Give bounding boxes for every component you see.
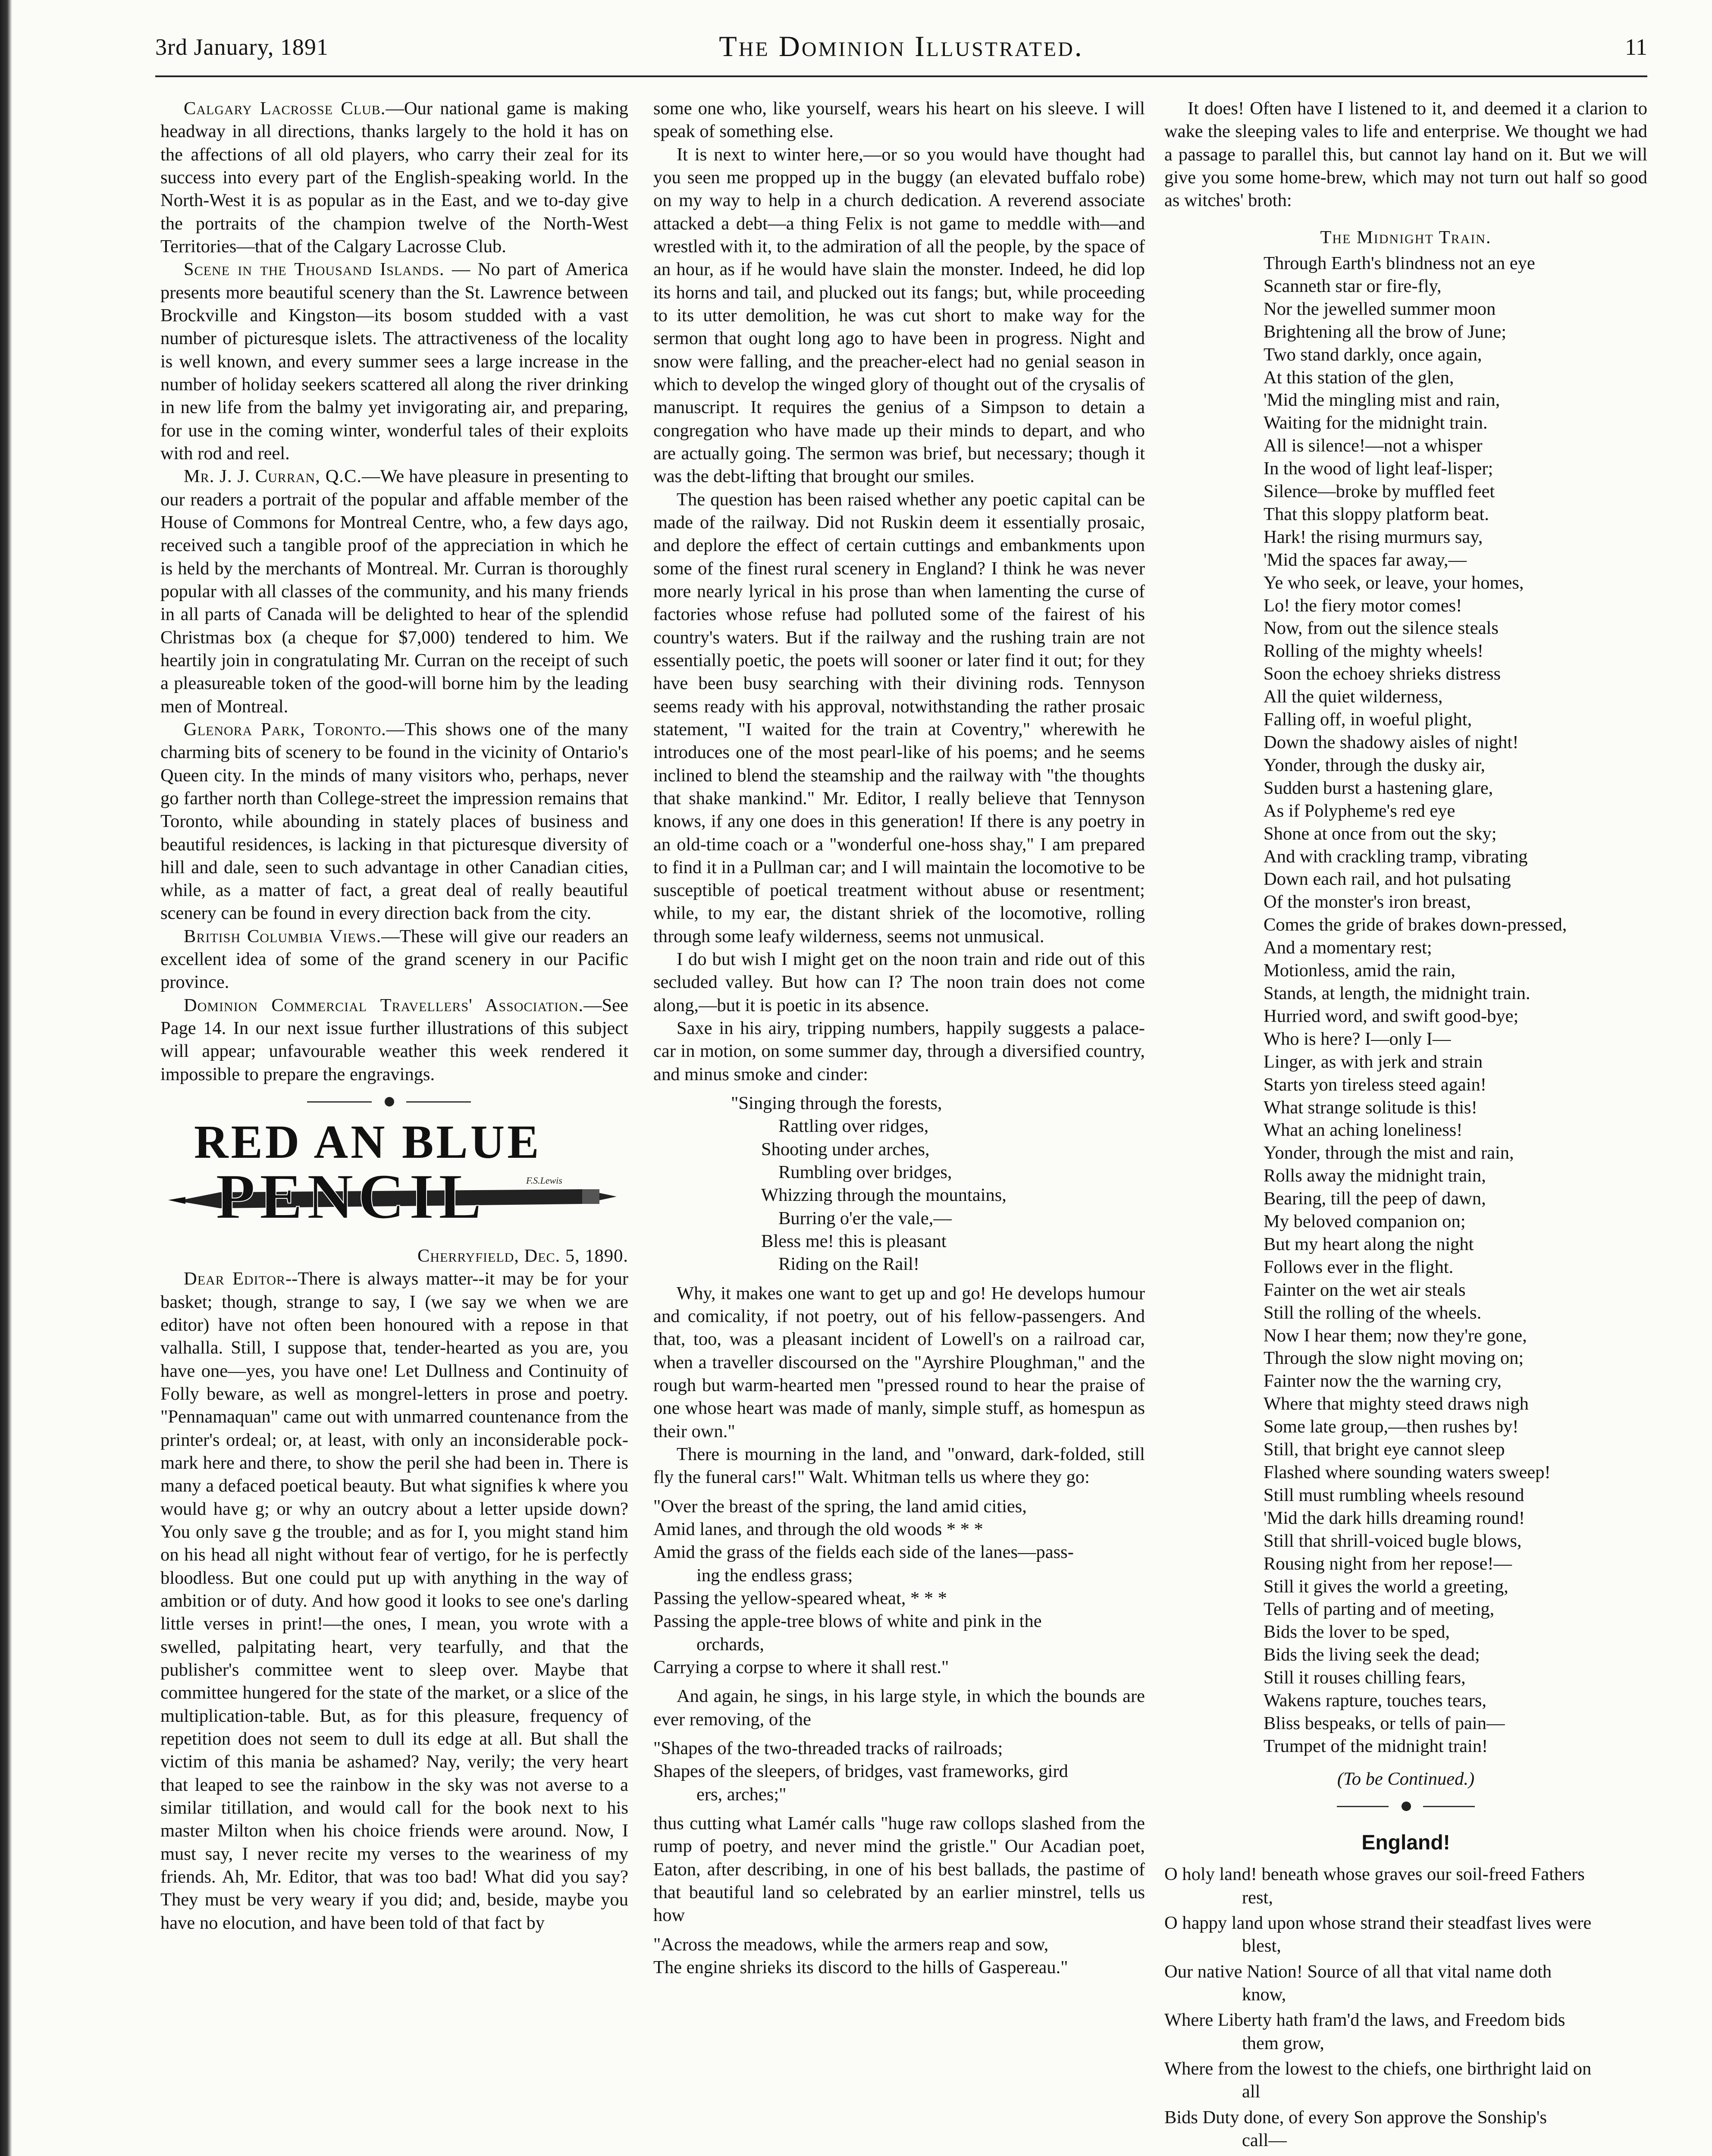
- verse-line: "Across the meadows, while the armers reap and sow,: [653, 1934, 1049, 1955]
- verse-line: Rousing night from her repose!—: [1264, 1553, 1512, 1574]
- item-body: — No part of America presents more beautiful scenery than the St. Lawrence between Brockville and Kingston—its bosom studded with a vast number of picturesque islets. The attractiveness of the locality is well known, and every summer sees a large increase in the number of holiday seekers scattered all along the river drinking in new life from the balmy yet invigorating air, and preparing, for use in the coming winter, wonderful tales of their exploits with rod and reel.: [160, 259, 628, 464]
- verse-stanza-line: [1164, 1960, 1647, 2006]
- verse-line: Bliss bespeaks, or tells of pain—: [1264, 1713, 1505, 1733]
- verse-line: Hurried word, and swift good-bye;: [1264, 1006, 1519, 1026]
- verse-line: What strange solitude is this!: [1264, 1097, 1477, 1118]
- verse-line: Through the slow night moving on;: [1264, 1348, 1524, 1369]
- verse-line: Where from the lowest to the chiefs, one birthright laid on: [1164, 2058, 1592, 2079]
- verse-line: Now I hear them; now they're gone,: [1264, 1325, 1527, 1346]
- verse-line: Still, that bright eye cannot sleep: [1264, 1439, 1505, 1460]
- binding-edge: [0, 0, 12, 2156]
- verse-stanza-line: [1164, 1912, 1647, 1958]
- item-calgary: [160, 97, 628, 258]
- verse-line: Comes the gride of brakes down-pressed,: [1264, 915, 1567, 935]
- verse-line: "Singing through the forests,: [731, 1093, 942, 1114]
- verse-line: Flashed where sounding waters sweep!: [1264, 1462, 1551, 1482]
- header-rule: [155, 75, 1647, 77]
- letter-body: --There is always matter--it may be for your basket; though, strange to say, I (we say we when we are editor) have not often been honoured with a repose in that valhalla. Still, I suppose that, tender-hearted as you are, you have one—yes, you have one! Let Dullness and Continuity of Folly beware, as well as mongrel-letters in prose and poetry. "Pennamaquan" came out with unmarred countenance from the printer's ordeal; or, at least, with only an inconsiderable pock-mark here and there, to show the peril she had been in. There is many a defaced poetical beauty. But what signifies k where you would have g; or why an outcry about a letter upside down? You only save g the trouble; and as for I, you might stand him on his head all night without fear of vertigo, for he is perfectly bloodless. But one could put up with anything in the way of ambition or of duty. And how good it looks to see one's darling little verses in print!—the ones, I mean, you wrote with a swelled, palpitating heart, very tearfully, and that the publisher's committee went to sleep over. Maybe that committee hungered for the state of the market, or a slice of the multiplication-table. But, as for this pleasure, frequency of repetition does not seem to dull its edge at all. But shall the victim of this mania be ashamed? Nay, verily; the very heart that leaped to see the rainbow in the sky was not averse to a similar titillation, and would call for the book next to his master Milton when his choice friends were around. Now, I must say, I never recite my verses to the weariness of my friends. Ah, Mr. Editor, that was too bad! What did you say? They must be very weary if you did; and, beside, maybe you have no elocution, and have been told of that fact by: [160, 1269, 628, 1933]
- verse-line: Our native Nation! Source of all that vital name doth: [1164, 1961, 1552, 1982]
- verse-line: "Over the breast of the spring, the land amid cities,: [653, 1496, 1027, 1517]
- verse-line: Where Liberty hath fram'd the laws, and Freedom bids: [1164, 2010, 1565, 2031]
- verse-line-continuation: them grow,: [1242, 2033, 1324, 2053]
- verse-line: Two stand darkly, once again,: [1264, 344, 1482, 365]
- letter-paragraph: some one who, like yourself, wears his heart on his sleeve. I will speak of something else.: [653, 98, 1145, 142]
- verse-line-continuation: rest,: [1242, 1887, 1273, 1908]
- item-lead: Dominion Commercial Travellers' Association.: [184, 995, 584, 1015]
- verse-line: The engine shrieks its discord to the hills of Gaspereau.": [653, 1957, 1068, 1977]
- verse-line-continuation: ers, arches;": [696, 1784, 787, 1805]
- verse-line: And a momentary rest;: [1264, 937, 1432, 958]
- verse-line: Stands, at length, the midnight train.: [1264, 983, 1530, 1003]
- verse-line: 'Mid the spaces far away,—: [1264, 549, 1467, 570]
- verse-line: Ye who seek, or leave, your homes,: [1264, 572, 1524, 593]
- verse-line: Waiting for the midnight train.: [1264, 413, 1488, 433]
- engraver-mark: F.S.Lewis: [526, 1175, 562, 1186]
- verse-line: Wakens rapture, touches tears,: [1264, 1690, 1486, 1711]
- verse-line: Bless me! this is pleasant: [761, 1231, 947, 1252]
- letter-dateline: Cherryfield, Dec. 5, 1890.: [417, 1246, 628, 1266]
- page-header: [155, 29, 1647, 68]
- verse-line: Shooting under arches,: [761, 1139, 930, 1159]
- verse-line: Now, from out the silence steals: [1264, 618, 1499, 639]
- column-2: [653, 97, 1145, 1985]
- verse-line: Some late group,—then rushes by!: [1264, 1416, 1519, 1437]
- verse-line: Who is here? I—only I—: [1264, 1028, 1451, 1049]
- verse-line: Burring o'er the vale,—: [778, 1208, 952, 1228]
- verse-line: Bids the living seek the dead;: [1264, 1645, 1480, 1665]
- verse-line: Fainter on the wet air steals: [1264, 1279, 1466, 1300]
- verse-line: Rolls away the midnight train,: [1264, 1166, 1486, 1186]
- verse-line: That this sloppy platform beat.: [1264, 504, 1489, 524]
- saxe-verse: [653, 1092, 1145, 1276]
- verse-line: Rumbling over bridges,: [778, 1162, 952, 1183]
- section-divider: [1164, 1800, 1647, 1813]
- verse-line: Bearing, till the peep of dawn,: [1264, 1188, 1486, 1209]
- letter-paragraph: Saxe in his airy, tripping numbers, happily suggests a palace-car in motion, on some summer day, through a diversified country, and minus smoke and cinder:: [653, 1018, 1145, 1084]
- verse-line: My beloved companion on;: [1264, 1211, 1466, 1232]
- letter-paragraph: It does! Often have I listened to it, and deemed it a clarion to wake the sleeping vales to life and enterprise. We thought we had a passage to parallel this, but cannot lay hand on it. But we will give you some home-brew, which may not turn out half so good as witches' broth:: [1164, 98, 1647, 211]
- verse-line: Riding on the Rail!: [778, 1254, 919, 1275]
- letter-paragraph: [160, 1267, 628, 1934]
- verse-line: Down each rail, and hot pulsating: [1264, 869, 1511, 890]
- verse-line: At this station of the glen,: [1264, 367, 1454, 388]
- verse-line: Down the shadowy aisles of night!: [1264, 732, 1519, 752]
- page-number: 11: [1625, 34, 1647, 60]
- verse-line: O happy land upon whose strand their steadfast lives were: [1164, 1913, 1592, 1933]
- column-3: [1164, 97, 1647, 2156]
- verse-stanza-line: [1164, 1863, 1647, 1909]
- verse-line: Still it gives the world a greeting,: [1264, 1576, 1508, 1597]
- item-lead: Glenora Park, Toronto.: [184, 719, 386, 740]
- verse-line: Shapes of the sleepers, of bridges, vast frameworks, gird: [653, 1761, 1068, 1782]
- letter-paragraph: thus cutting what Lamér calls "huge raw collops slashed from the rump of poetry, and never mind the gristle." Our Acadian poet, Eaton, after describing, in one of his best ballads, the pastime of that beautiful land so celebrated by an earlier minstrel, tells us how: [653, 1813, 1145, 1926]
- verse-line: Falling off, in woeful plight,: [1264, 709, 1472, 730]
- item-thousand-islands: [160, 258, 628, 465]
- item-lead: Calgary Lacrosse Club.: [184, 98, 386, 119]
- verse-line: In the wood of light leaf-lisper;: [1264, 458, 1493, 479]
- verse-line-continuation: know,: [1242, 1984, 1286, 2005]
- england-poem-title: England!: [1361, 1831, 1450, 1855]
- letter-paragraph: Why, it makes one want to get up and go! He develops humour and comicality, if not poetry, out of his fellow-passengers. And that, too, was a pleasant incident of Lowell's on a railroad car, when a traveller discoursed on the "Ayrshire Ploughman," and the rough but warm-hearted men "pressed round to hear the praise of one whose heart was made of manly, simple stuff, as homespun as their own.": [653, 1283, 1145, 1442]
- item-bc-views: [160, 925, 628, 994]
- pencil-illustration: [168, 1112, 621, 1242]
- verse-line: Still the rolling of the wheels.: [1264, 1302, 1482, 1323]
- verse-line: Motionless, amid the rain,: [1264, 960, 1456, 981]
- verse-line-continuation: orchards,: [696, 1634, 764, 1655]
- letter-paragraph: It is next to winter here,—or so you would have thought had you seen me propped up in the buggy (an elevated buffalo robe) on my way to help in a church dedication. A reverend associate attacked a debt—a thing Felix is not game to meddle with—and wrestled with it, to the admiration of all the people, by the space of an hour, as if he would have slain the monster. Indeed, he did lop its horns and tail, and plucked out its fangs; but, while proceeding to its utter demolition, he was cut short to make way for the sermon that ought long ago to have been in progress. Night and snow were falling, and the preacher-elect had no genial season in which to develop the winged glory of thought out of the crysalis of manuscript. It requires the genius of a Simpson to detain a congregation who have made up their minds to depart, and who are actually going. The sermon was brief, but necessary; though it was the debt-lifting that brought our smiles.: [653, 144, 1145, 487]
- verse-line: Yonder, through the dusky air,: [1264, 755, 1486, 775]
- verse-line: Starts yon tireless steed again!: [1264, 1074, 1486, 1095]
- verse-line: As if Polypheme's red eye: [1264, 800, 1455, 821]
- masthead-title: The Dominion Illustrated.: [719, 30, 1084, 63]
- verse-line: Bids Duty done, of every Son approve the Sonship's: [1164, 2107, 1547, 2128]
- item-travellers: [160, 994, 628, 1086]
- verse-line: Of the monster's iron breast,: [1264, 892, 1471, 912]
- verse-line: 'Mid the dark hills dreaming round!: [1264, 1507, 1525, 1528]
- verse-line: Tells of parting and of meeting,: [1264, 1599, 1495, 1620]
- verse-line: Linger, as with jerk and strain: [1264, 1051, 1483, 1072]
- red-and-blue-pencil-masthead: [168, 1112, 621, 1242]
- verse-line: O holy land! beneath whose graves our soil-freed Fathers: [1164, 1864, 1585, 1885]
- verse-line: Still that shrill-voiced bugle blows,: [1264, 1530, 1522, 1551]
- verse-stanza-line: [1164, 2009, 1647, 2055]
- verse-line: Through Earth's blindness not an eye: [1264, 253, 1535, 273]
- verse-line: Sudden burst a hastening glare,: [1264, 777, 1493, 798]
- verse-line: Brightening all the brow of June;: [1264, 321, 1507, 342]
- whitman-verse: [653, 1495, 1145, 1679]
- whitman-verse-2: [653, 1737, 1145, 1806]
- item-lead: Scene in the Thousand Islands.: [184, 259, 445, 280]
- item-lead: Mr. J. J. Curran, Q.C.: [184, 466, 362, 487]
- verse-line: Silence—broke by muffled feet: [1264, 481, 1495, 502]
- verse-line: Carrying a corpse to where it shall rest.": [653, 1657, 949, 1677]
- verse-line: Scanneth star or fire-fly,: [1264, 276, 1442, 296]
- verse-line: And with crackling tramp, vibrating: [1264, 846, 1528, 867]
- verse-line: Shone at once from out the sky;: [1264, 823, 1497, 844]
- verse-line: 'Mid the mingling mist and rain,: [1264, 390, 1500, 411]
- letter-salutation: Dear Editor: [184, 1269, 286, 1289]
- verse-line: Nor the jewelled summer moon: [1264, 298, 1496, 319]
- verse-line-continuation: blest,: [1242, 1936, 1281, 1956]
- item-curran: [160, 465, 628, 718]
- verse-line: Trumpet of the midnight train!: [1264, 1736, 1488, 1756]
- verse-line: Whizzing through the mountains,: [761, 1185, 1007, 1206]
- verse-line-continuation: all: [1242, 2081, 1260, 2102]
- letter-paragraph: The question has been raised whether any poetic capital can be made of the railway. Did not Ruskin deem it essentially prosaic, and deplore the effect of certain cuttings and embankments upon some of the finest rural scenery in England? I think he was never more nearly lyrical in his prose than when lamenting the curse of factories whose refuse had polluted some of the fairest of his country's waters. But if the railway and the rushing train are not essentially poetic, the poets will sooner or later find it out; for they have been busy searching with their divining rods. Tennyson seems ready with his approval, notwithstanding the rather prosaic statement, "I waited for the train at Coventry," wherewith he introduces one of the most pearl-like of his poems; and he seems inclined to blend the steamship and the railway with "the thoughts that shake mankind." Mr. Editor, I really believe that Tennyson knows, if any one does in this generation! If there is any poetry in an old-time coach or a "wonderful one-hoss shay," I am prepared to find it in a Pullman car; and I will maintain the locomotive to be susceptible of poetical treatment without abuse or resentment; while, to my ear, the distant shriek of the locomotive, rolling through some leafy wilderness, seems not unmusical.: [653, 489, 1145, 946]
- continued-note: (To be Continued.): [1337, 1768, 1475, 1789]
- verse-line: Still it rouses chilling fears,: [1264, 1667, 1466, 1688]
- verse-line-continuation: call—: [1242, 2130, 1287, 2150]
- verse-line: Amid the grass of the fields each side of the lanes—pass-: [653, 1542, 1074, 1563]
- verse-line: Rattling over ridges,: [778, 1116, 929, 1137]
- verse-line: All the quiet wilderness,: [1264, 686, 1443, 707]
- verse-line: Hark! the rising murmurs say,: [1264, 526, 1483, 547]
- column-1: [160, 97, 628, 1934]
- item-glenora-park: [160, 718, 628, 925]
- verse-line: Fainter now the the warning cry,: [1264, 1371, 1502, 1391]
- england-poem: [1164, 1863, 1647, 2156]
- verse-stanza-line: [1164, 2154, 1647, 2156]
- item-body: —See Page 14. In our next issue further illustrations of this subject will appear; unfavourable weather this week rendered it impossible to prepare the engravings.: [160, 995, 628, 1084]
- verse-line: Soon the echoey shrieks distress: [1264, 664, 1501, 684]
- verse-line: Passing the yellow-speared wheat, * * *: [653, 1588, 947, 1608]
- verse-line-continuation: ing the endless grass;: [696, 1565, 853, 1586]
- item-body: —Our national game is making headway in all directions, thanks largely to the hold it has on the affections of all old players, who carry their zeal for its success into every part of the English-speaking world. In the North-West it is as popular as in the East, and we to-day give the portraits of the champion twelve of the North-West Territories—that of the Calgary Lacrosse Club.: [160, 98, 628, 257]
- poem-title: The Midnight Train.: [1320, 227, 1492, 248]
- verse-line: Follows ever in the flight.: [1264, 1257, 1454, 1277]
- verse-line: Passing the apple-tree blows of white and pink in the: [653, 1611, 1042, 1632]
- verse-line: Still must rumbling wheels resound: [1264, 1485, 1524, 1505]
- verse-line: Rolling of the mighty wheels!: [1264, 641, 1483, 661]
- verse-line: Where that mighty steed draws nigh: [1264, 1394, 1529, 1414]
- verse-line: All is silence!—not a whisper: [1264, 436, 1483, 456]
- verse-line: Lo! the fiery motor comes!: [1264, 595, 1462, 616]
- masthead-line-1: RED AN BLUE: [194, 1116, 542, 1169]
- eaton-verse: [653, 1933, 1145, 1979]
- verse-line: Bids the lover to be sped,: [1264, 1622, 1450, 1642]
- verse-line: What an aching loneliness!: [1264, 1120, 1463, 1141]
- item-body: —We have pleasure in presenting to our readers a portrait of the popular and affable member of the House of Commons for Montreal Centre, who, a few days ago, received such a tangible proof of the appreciation in which he is held by the merchants of Montreal. Mr. Curran is thoroughly popular with all classes of the community, and his many friends in all parts of Canada will be delighted to hear of the splendid Christmas box (a cheque for $7,000) tendered to him. We heartily join in congratulating Mr. Curran on the receipt of such a pleasureable token of the good-will borne him by the leading men of Montreal.: [160, 466, 628, 717]
- midnight-train-poem: [1264, 252, 1647, 1758]
- verse-line: "Shapes of the two-threaded tracks of railroads;: [653, 1738, 1003, 1758]
- verse-stanza-line: [1164, 2106, 1647, 2152]
- masthead-line-2: PENCIL: [215, 1161, 486, 1233]
- letter-paragraph: And again, he sings, in his large style, in which the bounds are ever removing, of the: [653, 1686, 1145, 1730]
- item-body: —This shows one of the many charming bits of scenery to be found in the vicinity of Ontario's Queen city. In the minds of many visitors who, perhaps, never go farther north than College-street the impression remains that Toronto, while abounding in stately places of business and beautiful residences, is lacking in that picturesque diversity of hill and dale, seen to such advantage in other Canadian cities, while, as a matter of fact, a great deal of really beautiful scenery can be found in every direction back from the city.: [160, 719, 628, 924]
- letter-paragraph: There is mourning in the land, and "onward, dark-folded, still fly the funeral cars!" Walt. Whitman tells us where they go:: [653, 1444, 1145, 1488]
- item-lead: British Columbia Views.: [184, 926, 382, 946]
- section-divider: [160, 1095, 628, 1108]
- verse-stanza-line: [1164, 2057, 1647, 2103]
- verse-line: But my heart along the night: [1264, 1234, 1474, 1254]
- letter-paragraph: I do but wish I might get on the noon train and ride out of this secluded valley. But how can I? The noon train does not come along,—but it is poetic in its absence.: [653, 949, 1145, 1015]
- verse-line: Amid lanes, and through the old woods * * *: [653, 1519, 983, 1540]
- item-body: —These will give our readers an excellent idea of some of the grand scenery in our Pacific province.: [160, 926, 628, 993]
- issue-date: 3rd January, 1891: [155, 34, 329, 60]
- verse-line: Yonder, through the mist and rain,: [1264, 1143, 1514, 1163]
